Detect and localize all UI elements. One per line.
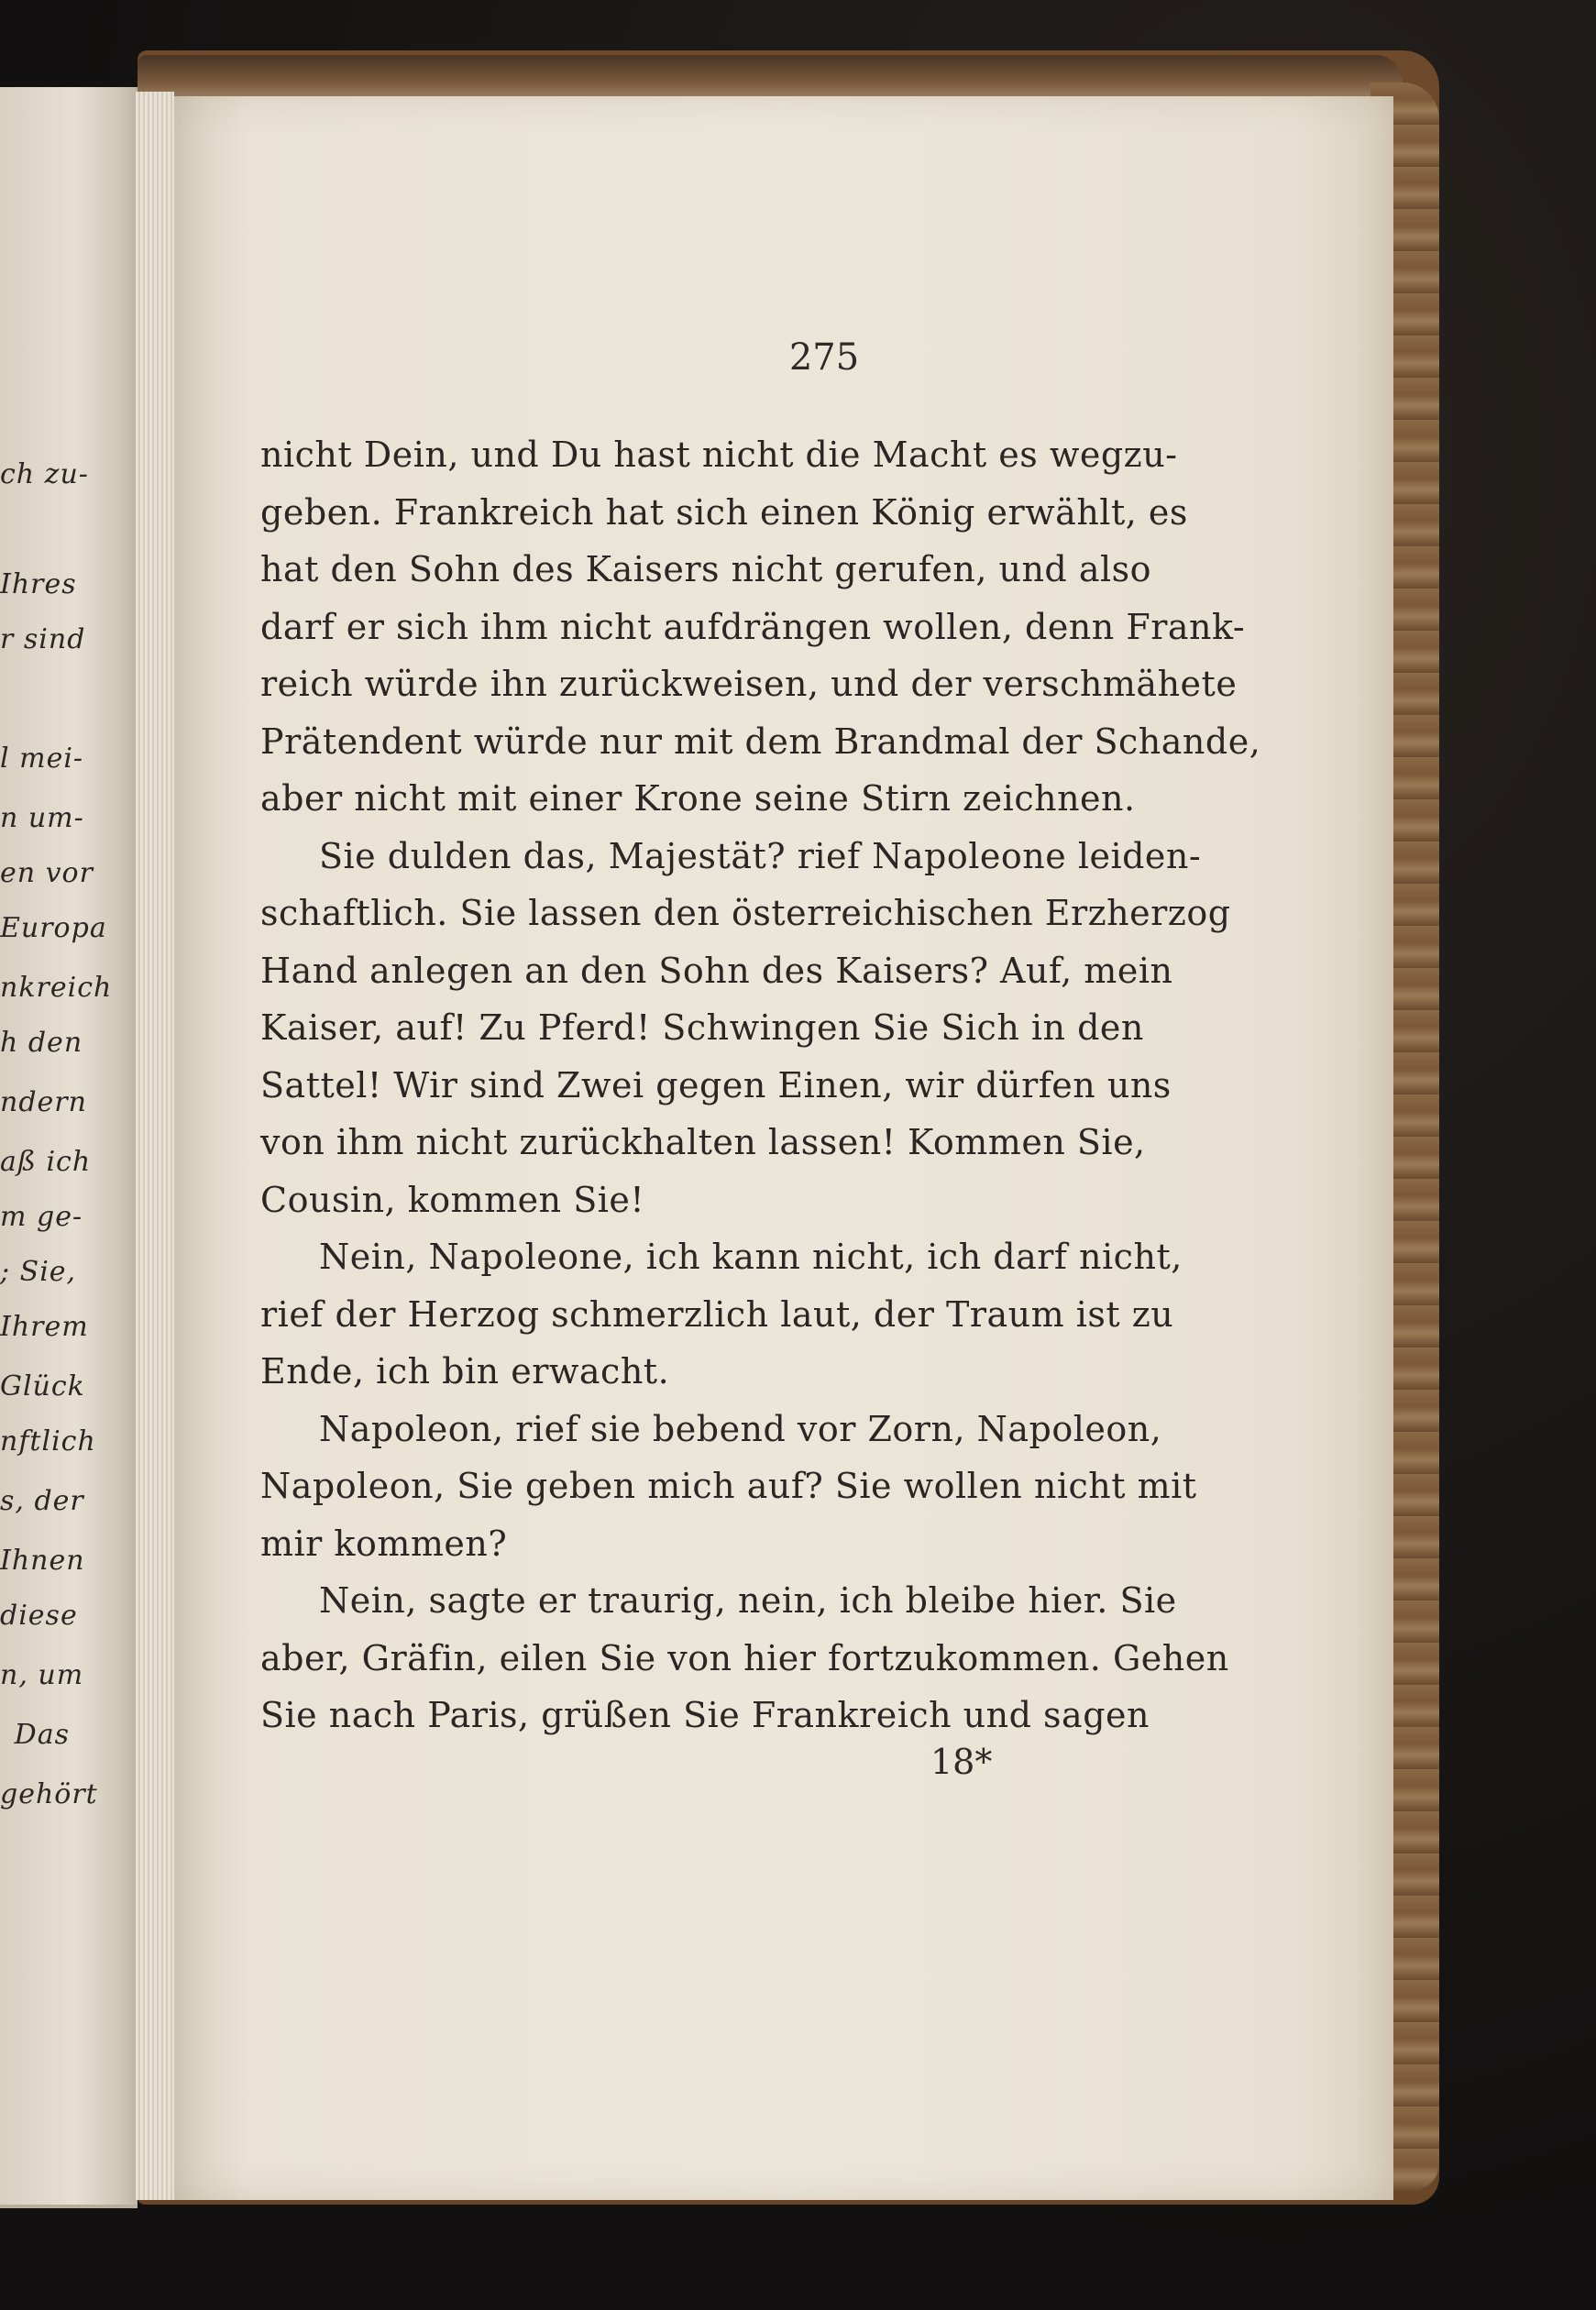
left-page-fragment: en vor (0, 857, 94, 889)
left-page-fragment: m ge- (0, 1201, 83, 1233)
text-line: Sattel! Wir sind Zwei gegen Einen, wir dürfen uns (260, 1064, 1172, 1106)
left-page-fragment: Europa (0, 912, 107, 944)
text-line: Nein, sagte er traurig, nein, ich bleibe hier. Sie (319, 1580, 1177, 1621)
left-page-fragment: h den (0, 1027, 83, 1059)
left-page-fragment: Das (14, 1719, 70, 1751)
text-line: mir kommen? (260, 1523, 508, 1564)
text-line: Napoleon, Sie geben mich auf? Sie wollen nicht mit (260, 1466, 1197, 1506)
left-page-fragment: Ihnen (0, 1545, 85, 1577)
left-page-fragment: Glück (0, 1370, 85, 1402)
left-page-fragment: Ihres (0, 568, 77, 600)
left-page-fragment: ; Sie, (0, 1256, 77, 1288)
left-page-fragment: l mei- (0, 742, 84, 775)
text-line: Prätendent würde nur mit dem Brandmal der Schande, (260, 720, 1261, 762)
text-line: aber nicht mit einer Krone seine Stirn zeichnen. (260, 778, 1136, 819)
book-page (174, 96, 1393, 2200)
left-page-fragment: n, um (0, 1659, 84, 1691)
signature-mark: 18* (930, 1742, 993, 1782)
page-stack-edge (136, 92, 174, 2200)
text-line: schaftlich. Sie lassen den österreichischen Erzherzog (260, 893, 1231, 933)
left-page-fragment: n um- (0, 802, 84, 834)
text-line: Sie nach Paris, grüßen Sie Frankreich und sagen (260, 1695, 1150, 1735)
page-text (260, 426, 1261, 1744)
left-page-fragment: s, der (0, 1485, 84, 1517)
left-page-fragment: gehört (0, 1778, 98, 1810)
left-page-fragment: ch zu- (0, 458, 89, 490)
left-page-fragment: diese (0, 1600, 78, 1632)
text-line: Hand anlegen an den Sohn des Kaisers? Auf, mein (260, 950, 1173, 991)
text-line: Cousin, kommen Sie! (260, 1179, 645, 1220)
left-page-fragment: r sind (0, 623, 86, 655)
left-page-fragment: Ihrem (0, 1311, 89, 1343)
left-page-fragment: nftlich (0, 1425, 96, 1458)
left-page-fragment: aß ich (0, 1146, 92, 1178)
left-page-fragment: ndern (0, 1086, 87, 1118)
text-line: hat den Sohn des Kaisers nicht gerufen, und also (260, 549, 1152, 589)
text-line: Nein, Napoleone, ich kann nicht, ich darf nicht, (319, 1237, 1183, 1277)
text-line: Kaiser, auf! Zu Pferd! Schwingen Sie Sich in den (260, 1007, 1144, 1048)
text-line: Ende, ich bin erwacht. (260, 1351, 670, 1392)
text-line: Sie dulden das, Majestät? rief Napoleone leiden- (319, 835, 1202, 876)
text-line: nicht Dein, und Du hast nicht die Macht es wegzu- (260, 434, 1178, 475)
text-line: aber, Gräfin, eilen Sie von hier fortzukommen. Gehen (260, 1637, 1229, 1678)
page-number: 275 (788, 336, 860, 379)
book-cover-top-edge (138, 55, 1403, 101)
text-line: reich würde ihn zurückweisen, und der verschmähete (260, 664, 1238, 704)
text-line: geben. Frankreich hat sich einen König erwählt, es (260, 491, 1188, 533)
left-page-fragment: nkreich (0, 972, 113, 1004)
text-line: rief der Herzog schmerzlich laut, der Traum ist zu (260, 1293, 1174, 1335)
text-line: von ihm nicht zurückhalten lassen! Kommen Sie, (260, 1122, 1146, 1162)
previous-page-edge (0, 87, 138, 2208)
text-line: darf er sich ihm nicht aufdrängen wollen, denn Frank- (260, 606, 1246, 647)
text-line: Napoleon, rief sie bebend vor Zorn, Napoleon, (319, 1408, 1162, 1449)
